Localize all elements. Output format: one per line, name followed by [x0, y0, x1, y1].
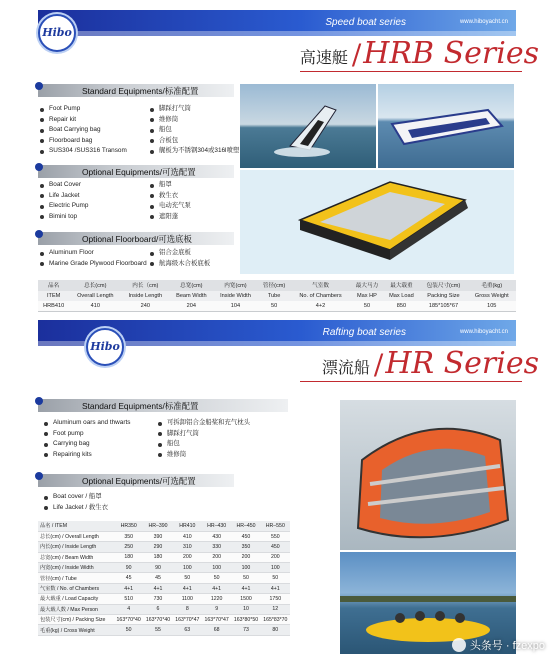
table-cell: 50	[350, 301, 383, 312]
table-cell: 总长(cm)	[69, 280, 121, 291]
list-item: SUS304 /SUS316 Transom	[40, 146, 127, 157]
list-item: Bimini top	[40, 212, 88, 223]
hrb-standard-list-en	[40, 104, 127, 157]
list-item: 船包	[158, 439, 250, 450]
table-row: 最大载人数 / Max Person 4 6 8 9 10 12	[38, 604, 290, 614]
list-item: 船包	[150, 125, 239, 136]
table-header-cell: HR–550	[261, 521, 290, 531]
list-item: Boat Carrying bag	[40, 125, 127, 136]
hrb-boat-image	[240, 84, 376, 168]
hrb-photo-yellow	[240, 170, 514, 274]
hr-photo-raft	[340, 400, 516, 550]
hr-optional-heading: Optional Equipments/可选配置	[38, 474, 234, 487]
hr-standard-heading: Standard Equipments/标准配置	[38, 399, 288, 412]
table-row: 最大载重 / Load Capacity 510 730 1100 1220 1500 1750	[38, 594, 290, 604]
table-header-cell: HR410	[173, 521, 202, 531]
hrb-floorboard-heading: Optional Floorboard/可选底板	[38, 232, 234, 245]
hrb-title-cn: 高速艇	[299, 50, 348, 67]
watermark-text: 头条号 · fzexpo	[469, 640, 545, 652]
hrb-boat-image	[240, 170, 514, 274]
table-row: 包装尺寸(cm) / Packing Size 163*70*40 163*70*40 163*70*47 163*70*47 163*80*50 165*83*70	[38, 615, 290, 625]
hr-title-underline	[300, 381, 522, 382]
hrb-band-title: Speed boat series	[325, 17, 406, 28]
brand-logo-text: Hibo	[90, 340, 120, 353]
list-item: Boat Cover	[40, 180, 88, 191]
list-item: 可拆卸铝合金船桨和充气枕头	[158, 418, 250, 429]
hrb-header-band	[38, 10, 516, 36]
hr-optional-list	[44, 492, 108, 513]
brand-logo-text: Hibo	[42, 26, 72, 39]
hr-band-url: www.hiboyacht.cn	[459, 329, 508, 335]
hrb-boat-image	[378, 84, 514, 168]
table-cell: Tube	[258, 291, 291, 302]
list-item: Life Jacket	[40, 191, 88, 202]
table-cell: Packing Size	[419, 291, 467, 302]
hrb-optional-heading: Optional Equipments/可选配置	[38, 165, 234, 178]
table-row: 毛重(kg) / Cross Weight 50 55 63 68 73 80	[38, 625, 290, 635]
table-header-cell: HR–390	[143, 521, 172, 531]
hrb-title-underline	[300, 71, 522, 72]
table-cell: 185*105*67	[419, 301, 467, 312]
table-row: 总长(cm) / Overall Length 350 390 410 430 450 550	[38, 531, 290, 541]
list-item: Foot pump	[44, 429, 130, 440]
hr-raft-image	[340, 400, 516, 550]
list-item: 维修筒	[158, 450, 250, 461]
table-cell: 104	[213, 301, 257, 312]
table-row: 管径(cm) / Tube 45 45 50 50 50 50	[38, 573, 290, 583]
table-cell: 品名	[38, 280, 69, 291]
hrb-series-title: 高速艇 / HRB Series	[299, 36, 539, 71]
table-cell: 气室数	[291, 280, 351, 291]
table-cell: 总宽(cm)	[169, 280, 213, 291]
hrb-photo-speed-2	[378, 84, 514, 168]
list-item: 船罩	[150, 180, 191, 191]
watermark	[452, 637, 545, 653]
hr-spec-table	[38, 521, 290, 636]
table-header-cell: 品名 / ITEM	[38, 521, 114, 531]
table-cell: 4+2	[291, 301, 351, 312]
table-cell: 240	[121, 301, 169, 312]
table-cell: No. of Chambers	[291, 291, 351, 302]
list-item: 维修筒	[150, 115, 239, 126]
list-item: 艉板为不锈钢304或316l喷塑	[150, 146, 239, 157]
table-cell: HRB410	[38, 301, 69, 312]
table-cell: 最大马力	[350, 280, 383, 291]
hrb-floorboard-list-en	[40, 248, 147, 269]
list-item: Boat cover / 船罩	[44, 492, 108, 503]
table-header-cell: HR–450	[231, 521, 260, 531]
hrb-standard-list-cn	[150, 104, 239, 157]
hrb-spec-table	[38, 280, 516, 312]
list-item: Life Jacket / 救生衣	[44, 503, 108, 514]
table-cell: Overall Length	[69, 291, 121, 302]
list-item: Electric Pump	[40, 201, 88, 212]
watermark-icon	[452, 638, 466, 652]
hrb-floorboard-list-cn	[150, 248, 210, 269]
list-item: 脚踩打气筒	[158, 429, 250, 440]
list-item: Carrying bag	[44, 439, 130, 450]
hr-title-cn: 漂流船	[321, 360, 370, 377]
table-row: 总宽(cm) / Beam Width 180 180 200 200 200 200	[38, 552, 290, 562]
hrb-standard-heading: Standard Equipments/标准配置	[38, 84, 234, 97]
table-cell: Beam Width	[169, 291, 213, 302]
list-item: 航海级木合板底板	[150, 259, 210, 270]
table-cell: 105	[468, 301, 517, 312]
list-item: Repairing kits	[44, 450, 130, 461]
table-row: 内长(cm) / Inside Length 250 290 310 330 350 450	[38, 542, 290, 552]
table-cell: 毛重(kg)	[468, 280, 517, 291]
table-cell: 内长（cm)	[121, 280, 169, 291]
brand-logo	[38, 14, 76, 52]
table-cell: 50	[258, 301, 291, 312]
table-cell: Max Load	[383, 291, 419, 302]
hr-series-title: 漂流船 / HR Series	[321, 346, 539, 381]
table-cell: 管径(cm)	[258, 280, 291, 291]
list-item: 电动充气泵	[150, 201, 191, 212]
hrb-optional-list-cn	[150, 180, 191, 222]
list-item: Aluminum Floor	[40, 248, 147, 259]
hrb-photo-speed-1	[240, 84, 376, 168]
table-cell: 最大载重	[383, 280, 419, 291]
table-cell: 内宽(cm)	[213, 280, 257, 291]
list-item: Floorboard bag	[40, 136, 127, 147]
table-cell: 410	[69, 301, 121, 312]
list-item: Marine Grade Plywood Floorboard	[40, 259, 147, 270]
hrb-optional-list-en	[40, 180, 88, 222]
hrb-title-en: HRB Series	[363, 36, 539, 71]
table-cell: 850	[383, 301, 419, 312]
table-cell: 204	[169, 301, 213, 312]
table-cell: 包装尺寸(cm)	[419, 280, 467, 291]
list-item: 脚踩打气筒	[150, 104, 239, 115]
brand-logo	[86, 328, 124, 366]
table-cell: Max HP	[350, 291, 383, 302]
table-cell: Inside Length	[121, 291, 169, 302]
list-item: 遮阳蓬	[150, 212, 191, 223]
table-header-cell: HR–430	[202, 521, 231, 531]
list-item: Foot Pump	[40, 104, 127, 115]
table-row: 气室数 / No. of Chambers 4+1 4+1 4+1 4+1 4+1 4+1	[38, 583, 290, 593]
list-item: Repair kit	[40, 115, 127, 126]
table-row: 内宽(cm) / Inside Width 90 90 100 100 100 100	[38, 563, 290, 573]
list-item: 救生衣	[150, 191, 191, 202]
table-cell: ITEM	[38, 291, 69, 302]
table-cell: Inside Width	[213, 291, 257, 302]
list-item: 铝合金底板	[150, 248, 210, 259]
hrb-band-url: www.hiboyacht.cn	[459, 19, 508, 25]
table-header-cell: HR350	[114, 521, 143, 531]
list-item: 合板包	[150, 136, 239, 147]
table-cell: Gross Weight	[468, 291, 517, 302]
list-item: Aluminum oars and thwarts	[44, 418, 130, 429]
hr-standard-list-en	[44, 418, 130, 460]
hr-standard-list-cn	[158, 418, 250, 460]
hr-band-title: Rafting boat series	[322, 327, 406, 338]
hr-title-en: HR Series	[385, 346, 539, 381]
